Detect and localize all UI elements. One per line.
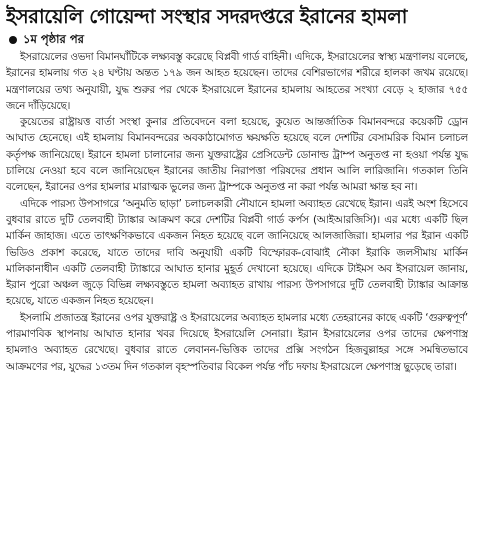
article-body <box>6 49 468 529</box>
bullet-icon <box>9 36 17 44</box>
headline: ইসরায়েলি গোয়েন্দা সংস্থার সদরদপ্তরে ইরানের হামলা <box>6 5 408 28</box>
paragraph: কুয়েতের রাষ্ট্রায়ত্ত বার্তা সংস্থা কুনার প্রতিবেদনে বলা হয়েছে, কুয়েত আন্তর্জাতিক বিমানবন্দরে কয়েকটি ড্রোন আঘাত হেনেছে। এই হামলায় বিমানবন্দরের অবকাঠামোগত ক্ষয়ক্ষতি হয়েছে বলে দেশটির বেসামরিক বিমান চলাচল কর্তৃপক্ষ জানিয়েছে। ইরানে হামলা চালানোর জন্য যুক্তরাষ্ট্রের প্রেসিডেন্ট ডোনাল্ড ট্রাম্প অনুতপ্ত না হওয়া পর্যন্ত যুদ্ধ চালিয়ে নেওয়া হবে বলে জানিয়েছেন ইরানের জাতীয় নিরাপত্তা পরিষদের প্রধান আলি লারিজানি। গতকাল তিনি বলেছেন, ইরানের ওপর হামলার মারাত্মক ভুলের জন্য ট্রাম্পকে অনুতপ্ত না করা পর্যন্ত আমরা ক্ষান্ত হব না। <box>6 116 468 194</box>
continued-label: ১ম পৃষ্ঠার পর <box>23 31 84 46</box>
paragraph: ইসরায়েলের ওভদা বিমানঘাঁটিকে লক্ষ্যবস্তু করেছে বিপ্লবী গার্ড বাহিনী। এদিকে, ইসরায়েলের স্বাস্থ্য মন্ত্রণালয় বলেছে, ইরানের হামলায় গত ২৪ ঘণ্টায় অন্তত ১৭৯ জন আহত হয়েছেন। তাদের বেশিরভাগের শরীরে হালকা জখম রয়েছে। মন্ত্রণালয়ের তথ্য অনুযায়ী, যুদ্ধ শুরুর পর থেকে ইসরায়েলে ইরানের হামলায় আহতের সংখ্যা বেড়ে ২ হাজার ৭৫৫ জনে দাঁড়িয়েছে। <box>6 51 468 112</box>
paragraph: এদিকে পারস্য উপসাগরে ‘অনুমতি ছাড়া’ চলাচলকারী নৌযানে হামলা অব্যাহত রেখেছে ইরান। এরই অংশ হিসেবে বুধবার রাতে দুটি তেলবাহী ট্যাঙ্কার আক্রমণ করে দেশটির বিপ্লবী গার্ড কর্পস (আইআরজিসি)। এর মধ্যে একটি ছিল মার্কিন জাহাজ। এতে তাৎক্ষণিকভাবে একজন নিহত হয়েছে বলে জানিয়েছে আলজাজিরা। হামলার পর ইরান একটি ভিডিও প্রকাশ করেছে, যাতে তাদের দাবি অনুযায়ী একটি বিস্ফোরক-বোঝাই নৌকা ইরাকি জলসীমায় মার্কিন মালিকানাধীন একটি তেলবাহী ট্যাঙ্কারে আঘাত হানার মুহূর্ত দেখানো হয়েছে। এদিকে টাইমস অব ইসরায়েল জানায়, ইরান পুরো অঞ্চল জুড়ে বিভিন্ন লক্ষ্যবস্তুতে হামলা অব্যাহত রাখায় পারস্য উপসাগরে দুটি তেলবাহী ট্যাঙ্কার আক্রান্ত হয়েছে, যাতে একজন নিহত হয়েছেন। <box>6 197 468 308</box>
paragraph: ইসলামি প্রজাতন্ত্র ইরানের ওপর যুক্তরাষ্ট্র ও ইসরায়েলের অব্যাহত হামলার মধ্যে তেহরানের কাছে একটি ‘গুরুত্বপূর্ণ’ পারমাণবিক স্থাপনায় আঘাত হানার খবর দিয়েছে ইসরায়েলি সেনারা। ইরান ইসরায়েলের ওপর তাদের ক্ষেপণাস্ত্র হামলাও অব্যাহত রেখেছে। বুধবার রাতে লেবানন-ভিত্তিক তাদের প্রক্সি সংগঠন হিজবুল্লাহর সঙ্গে সমন্বিতভাবে আক্রমণের পর, যুদ্ধের ১৩তম দিন গতকাল বৃহস্পতিবার বিকেল পর্যন্ত পাঁচ দফায় ইসরায়েলে ক্ষেপণাস্ত্র ছুড়েছে তারা। <box>6 311 468 373</box>
continued-marker <box>9 32 468 48</box>
